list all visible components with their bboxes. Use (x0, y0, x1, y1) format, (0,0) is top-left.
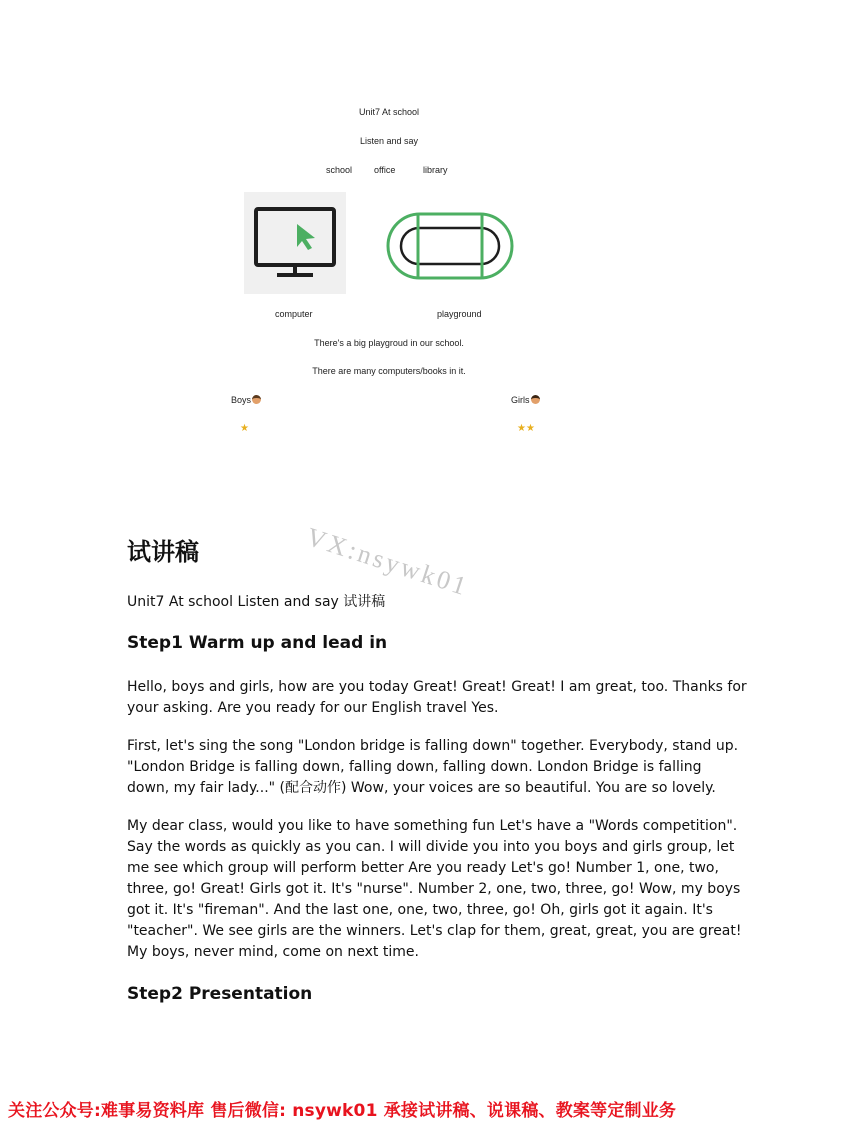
girls-label: Girls (511, 395, 530, 405)
slide-subtitle: Listen and say (359, 136, 419, 146)
label-playground: playground (437, 309, 482, 319)
paragraph-song: First, let's sing the song "London bridge is falling down" together. Everybody, stand up. "London Bridge is falling down, falling down, falling down. London Bridge is falling down, my fair lady..." (配合动作) Wow, your voices are so beautiful. You are so lovely. (127, 738, 739, 796)
girl-icon (531, 395, 540, 404)
paragraph-greeting: Hello, boys and girls, how are you today Great! Great! Great! I am great, too. Thanks for your asking. Are you ready for our English travel Yes. (127, 679, 747, 716)
step2-heading: Step2 Presentation (127, 984, 313, 1004)
computer-icon (244, 192, 346, 294)
girls-group (511, 395, 540, 405)
boys-label: Boys (231, 395, 252, 405)
girls-star-icon: ★★ (517, 423, 535, 434)
boys-group (231, 395, 261, 405)
step1-heading: Step1 Warm up and lead in (127, 633, 388, 653)
footer-banner: 关注公众号:难事易资料库 售后微信: nsywk01 承接试讲稿、说课稿、教案等定制业务 (8, 1101, 677, 1121)
playground-icon (386, 212, 514, 280)
word-office: office (374, 165, 396, 175)
slide-title: Unit7 At school (358, 107, 420, 117)
word-library: library (423, 165, 448, 175)
paragraph-competition: My dear class, would you like to have something fun Let's have a "Words competition". Say the words as quickly as you can. I will divide you into you boys and girls group, let me see which group will perform better Are you ready Let's go! Number 1, one, two, three, go! Great! Girls got it. It's "nurse". Number 2, one, two, three, go! Wow, my boys got it. It's "fireman". And the last one, one, two, three, go! Oh, girls got it again. It's "teacher". We see girls are the winners. Let's clap for them, great, great, you are great! My boys, never mind, come on next time. (127, 818, 742, 960)
sentence-computers: There are many computers/books in it. (312, 366, 466, 376)
watermark: VX:nsywk01 (303, 522, 473, 602)
word-school: school (326, 165, 353, 175)
sentence-playground: There's a big playgroud in our school. (314, 338, 464, 348)
document-subtitle: Unit7 At school Listen and say 试讲稿 (127, 594, 386, 610)
boys-star-icon: ★ (240, 423, 249, 434)
document-heading: 试讲稿 (127, 538, 199, 566)
boy-icon (252, 395, 261, 404)
label-computer: computer (275, 309, 313, 319)
